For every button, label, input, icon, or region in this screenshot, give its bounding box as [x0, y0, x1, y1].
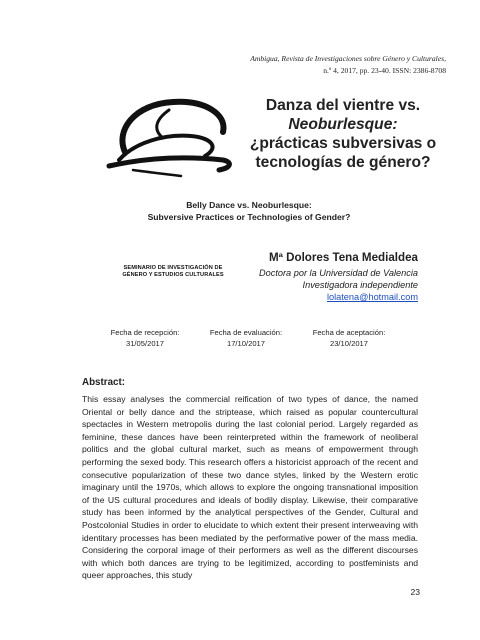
article-title	[238, 96, 448, 172]
logo-text-line: GÉNERO Y ESTUDIOS CULTURALES	[122, 272, 224, 278]
date-value: 17/10/2017	[226, 339, 265, 348]
author-affiliation	[158, 267, 418, 291]
date-label: Fecha de aceptación:	[312, 328, 386, 337]
title-line: tecnologías de género?	[255, 154, 431, 171]
journal-name: Ambigua, Revista de Investigaciones sobre Género y Culturales,	[250, 54, 446, 63]
title-line: ¿prácticas subversivas o	[249, 135, 437, 152]
journal-citation	[116, 53, 446, 77]
date-value: 31/05/2017	[125, 339, 164, 348]
abstract-heading: Abstract:	[82, 377, 126, 388]
date-accepted	[299, 327, 399, 349]
date-value: 23/10/2017	[329, 339, 368, 348]
english-title-line: Belly Dance vs. Neoburlesque:	[186, 200, 312, 210]
seminar-logo-icon	[95, 90, 245, 270]
date-label: Fecha de recepción:	[110, 328, 180, 337]
title-line: Danza del vientre vs.	[265, 97, 421, 114]
author-email-link[interactable]: lolatena@hotmail.com	[326, 292, 418, 302]
logo-text-line: SEMINARIO DE INVESTIGACIÓN DE	[123, 265, 223, 271]
journal-issue: n.º 4, 2017, pp. 23-40. ISSN: 2386-8708	[323, 66, 446, 75]
abstract-body: This essay analyses the commercial reification of two types of dance, the named Oriental or belly dance and the striptease, which raised as popular countercultural spectacles in Western metropolis during the last colonial period. Largely regarded as feminine, these dances have been reinterpreted within the framework of neoliberal politics and the global cultural market, such as means of empowerment through performing the sexed body. This research offers a historicist approach of the recent and consecutive popularization of these two dance styles, linked by the Western erotic imaginary until the 1970s, which allows to explore the ongoing transnational imposition of the US cultural procedures and ideals of bodily display. Likewise, their comparative study has been informed by the analytical perspectives of the Gender, Cultural and Postcolonial Studies in order to elucidate to which extent their present interweaving with identitary processes has been mediated by the performative power of the mass media. Considering the corporal image of their performers as well as the different discourses with which both dances are trying to be legitimized, according to postfeminists and queer approaches, this study	[82, 394, 418, 581]
affiliation-line: Doctora por la Universidad de Valencia	[259, 268, 418, 278]
date-received	[95, 327, 195, 349]
page-number: 23	[410, 587, 420, 597]
affiliation-line: Investigadora independiente	[302, 280, 418, 290]
title-line: Neoburlesque:	[288, 116, 398, 133]
author-name: Mª Dolores Tena Medialdea	[268, 251, 418, 264]
seminar-logo	[95, 90, 245, 278]
date-label: Fecha de evaluación:	[209, 328, 283, 337]
english-title	[96, 199, 402, 223]
date-evaluated	[196, 327, 296, 349]
english-title-line: Subversive Practices or Technologies of Gender?	[147, 212, 351, 222]
